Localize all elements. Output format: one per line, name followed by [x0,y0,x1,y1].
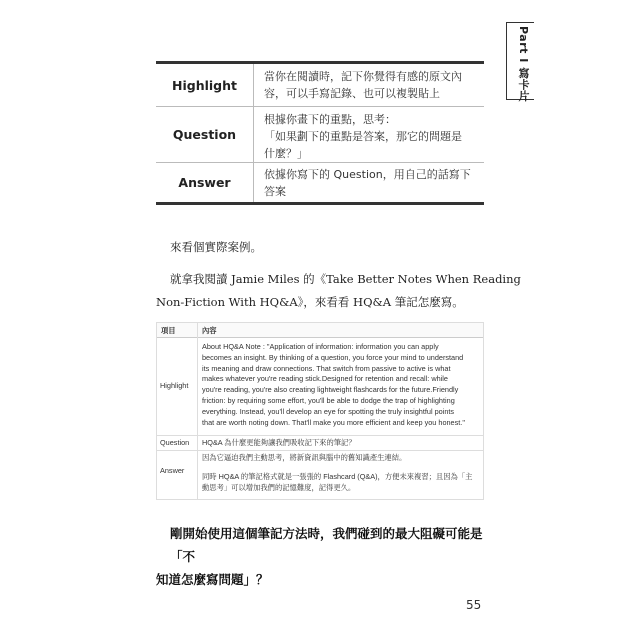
value-line: 容，可以手寫記錄、也可以複製貼上 [264,87,440,100]
screenshot-key-answer: Answer [160,466,185,475]
value-line: 答案 [264,185,286,198]
row-key-answer: Answer [156,162,254,202]
highlight-line: its meaning and draw connections. That switch from passive to active is what [202,363,451,373]
value-line: 什麼？」 [264,147,308,160]
table-row-question [156,106,484,163]
highlight-line: everything. Instead, you'll develop an eye for spotting the truly insightful points [202,406,455,416]
highlight-line: About HQ&A Note : "Application of information: information you can apply [202,342,439,351]
screenshot-key-highlight: Highlight [160,381,189,390]
highlight-line: becomes an insight. By thinking of a question, you force your mind to understand [202,352,464,362]
screenshot-value-question: HQ&A 為什麼更能夠讓我們吸收記下來的筆記？ [202,438,356,447]
screenshot-key-question: Question [160,438,190,447]
page-number: 55 [466,598,482,612]
question-line1: 剛開始使用這個筆記方法時，我們碰到的最大阻礙可能是「不 [170,526,483,564]
section-tab-label: Part I 寫卡片 [517,26,530,102]
example-paragraph-line1: 就拿我閱讀 Jamie Miles 的《Take Better Notes When Reading [170,272,521,286]
screenshot-row-answer [157,450,483,499]
intro-paragraph: 來看個實際案例。 [170,240,262,254]
row-value-highlight [254,64,484,106]
hqa-definition-table [156,61,484,205]
value-line: 根據你畫下的重點，思考： [264,113,396,126]
highlight-line: that are worth noting down. That'll make you more efficient and keep you honest." [202,417,465,427]
value-line: 當你在閱讀時，記下你覺得有感的原文內 [264,70,462,83]
question-line2: 知道怎麼寫問題」？ [156,572,269,587]
value-line: 依據你寫下的 Question，用自己的話寫下 [264,168,471,181]
answer-line: 因為它逼迫我們主動思考，將新資訊與腦中的舊知識產生連結。 [202,453,407,462]
header-content-label: 內容 [202,326,217,335]
example-paragraph-line2: Non-Fiction With HQ&A》，來看看 HQ&A 筆記怎麼寫。 [156,295,464,309]
answer-line-spacer [202,464,479,472]
header-item-label: 項目 [161,326,176,335]
row-key-highlight: Highlight [156,64,254,106]
example-note-screenshot [156,322,484,500]
screenshot-row-highlight [157,337,483,436]
screenshot-header-row [157,323,483,338]
row-value-question [254,107,484,162]
answer-line: 同時 HQ&A 的筆記格式就是一張張的 Flashcard (Q&A)，方便未來複習；且因為「主 [202,471,473,481]
bold-question-paragraph [156,522,490,591]
table-row-highlight [156,64,484,106]
highlight-line: friction: by requiring some effort, you'll be able to dodge the trap of highlighting [202,395,455,405]
screenshot-row-question [157,435,483,451]
answer-line: 動思考」可以增加我們的記憶難度，記得更久。 [202,482,356,492]
screenshot-value-highlight [202,342,479,428]
highlight-line: makes whatever you're reading stick.Designed for retention and recall: while [202,374,448,384]
row-key-question: Question [156,107,254,162]
row-value-answer [254,162,484,202]
table-row-answer [156,162,484,202]
value-line: 「如果劃下的重點是答案，那它的問題是 [264,130,462,143]
highlight-line: you're reading, you're also creating lightweight flashcards for the future.Friendly [202,385,459,395]
screenshot-value-answer [202,453,479,493]
